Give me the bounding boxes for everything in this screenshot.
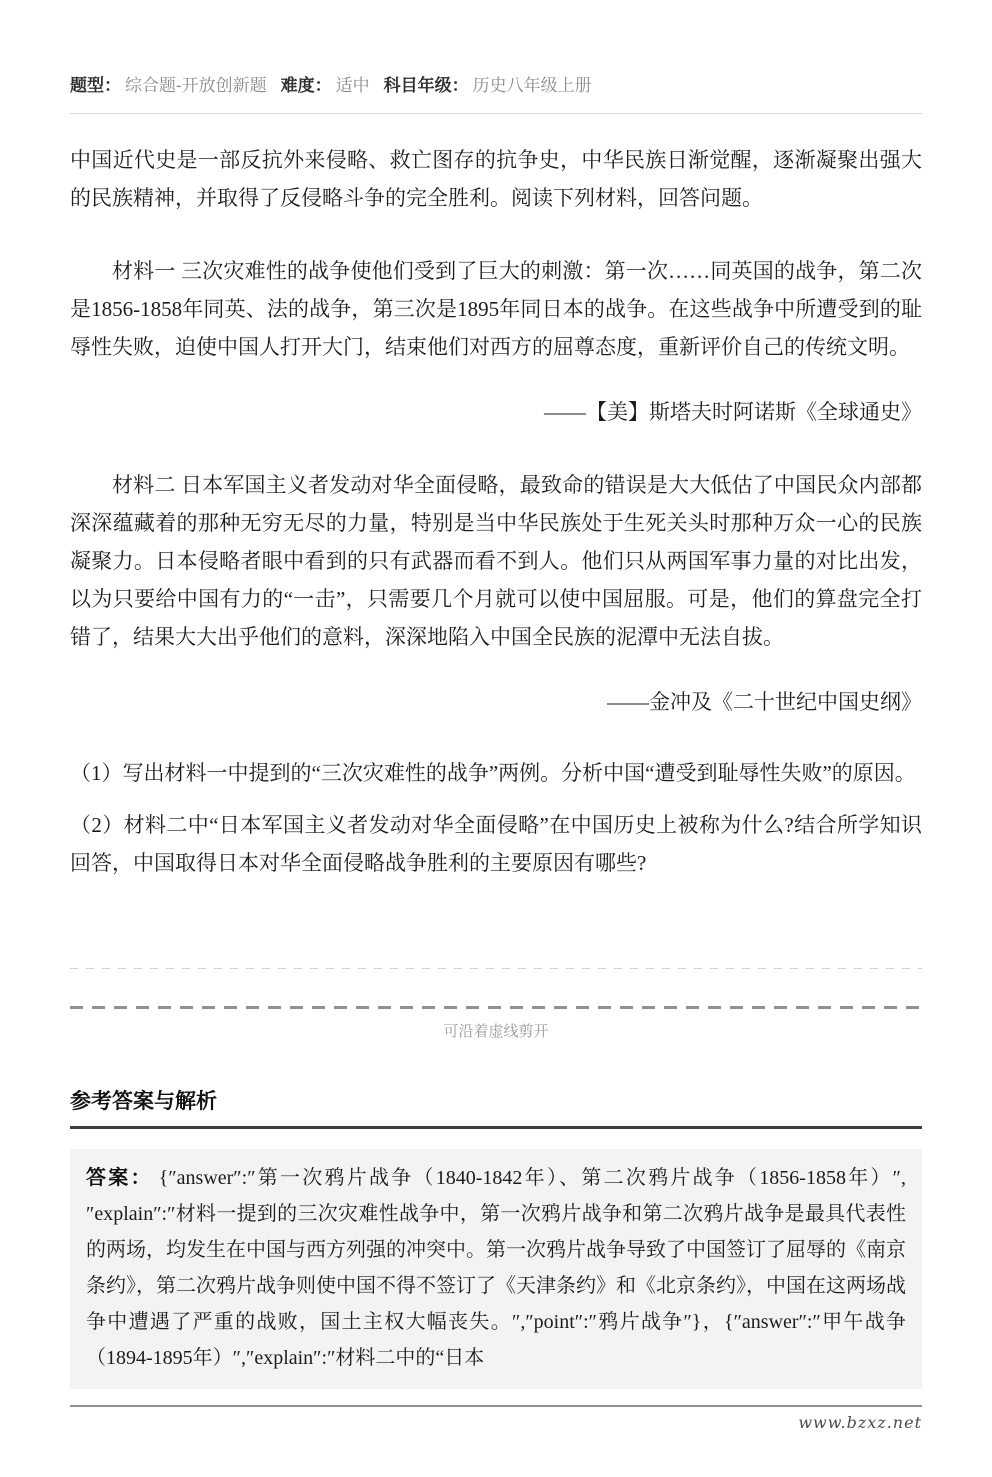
site-url: www.bzxz.net <box>798 1413 922 1432</box>
question-meta <box>70 74 922 98</box>
material-2-source: ——金冲及《二十世纪中国史纲》 <box>607 690 922 714</box>
meta-value-type: 综合题-开放创新题 <box>125 76 267 95</box>
question-intro: 中国近代史是一部反抗外来侵略、救亡图存的抗争史，中华民族日渐觉醒，逐渐凝聚出强大的民族精神，并取得了反侵略斗争的完全胜利。阅读下列材料，回答问题。 <box>70 148 922 210</box>
page-footer <box>70 1405 922 1432</box>
meta-label-type: 题型： <box>70 76 121 95</box>
footer-divider <box>70 1405 922 1407</box>
answers-heading: 参考答案与解析 <box>70 1090 217 1113</box>
meta-field-difficulty <box>281 74 370 98</box>
cut-dashed-line-thin <box>70 968 922 969</box>
meta-field-type <box>70 74 267 98</box>
sub-question-1: （1）写出材料一中提到的“三次灾难性的战争”两例。分析中国“遭受到耻辱性失败”的原因。 <box>70 761 916 785</box>
material-1-source: ——【美】斯塔夫时阿诺斯《全球通史》 <box>544 400 922 424</box>
answer-text: {″answer″:″第一次鸦片战争（1840-1842年）、第二次鸦片战争（1856-1858年）″,″explain″:″材料一提到的三次灾难性战争中，第一次鸦片战争和第二次鸦片战争是最具代表性的两场，均发生在中国与西方列强的冲突中。第一次鸦片战争导致了中国签订了屈辱的《南京条约》，第二次鸦片战争则使中国不得不签订了《天津条约》和《北京条约》，中国在这两场战争中遭遇了严重的战败，国土主权大幅丧失。″,″point″:″鸦片战争″}，{″answer″:″甲午战争（1894-1895年）″,″explain″:″材料二中的“日本 <box>86 1167 907 1369</box>
answer-label: 答案： <box>86 1167 153 1189</box>
meta-field-subject-grade <box>384 74 592 98</box>
header-divider <box>70 113 922 114</box>
worksheet-page <box>0 74 992 1477</box>
meta-value-subject-grade: 历史八年级上册 <box>472 76 592 95</box>
sub-question-2: （2）材料二中“日本军国主义者发动对华全面侵略”在中国历史上被称为什么?结合所学知识回答，中国取得日本对华全面侵略战争胜利的主要原因有哪些? <box>70 813 922 875</box>
answer-block <box>70 1149 922 1389</box>
meta-label-difficulty: 难度： <box>280 76 332 95</box>
material-1-text: 材料一 三次灾难性的战争使他们受到了巨大的刺激：第一次……同英国的战争，第二次是1856-1858年同英、法的战争，第三次是1895年同日本的战争。在这些战争中所遭受到的耻辱性失败，迫使中国人打开大门，结束他们对西方的屈尊态度，重新评价自己的传统文明。 <box>70 259 922 359</box>
answers-divider <box>70 1126 922 1129</box>
material-2-text: 材料二 日本军国主义者发动对华全面侵略，最致命的错误是大大低估了中国民众内部都深深蕴藏着的那种无穷无尽的力量，特别是当中华民族处于生死关头时那种万众一心的民族凝聚力。日本侵略者眼中看到的只有武器而看不到人。他们只从两国军事力量的对比出发，以为只要给中国有力的“一击”，只需要几个月就可以使中国屈服。可是，他们的算盘完全打错了，结果大大出乎他们的意料，深深地陷入中国全民族的泥潭中无法自拔。 <box>70 473 922 649</box>
meta-label-subject-grade: 科目年级： <box>383 76 469 95</box>
meta-value-difficulty: 适中 <box>335 76 370 95</box>
cut-note: 可沿着虚线剪开 <box>443 1024 549 1040</box>
cut-dashed-line-thick <box>70 1006 922 1009</box>
